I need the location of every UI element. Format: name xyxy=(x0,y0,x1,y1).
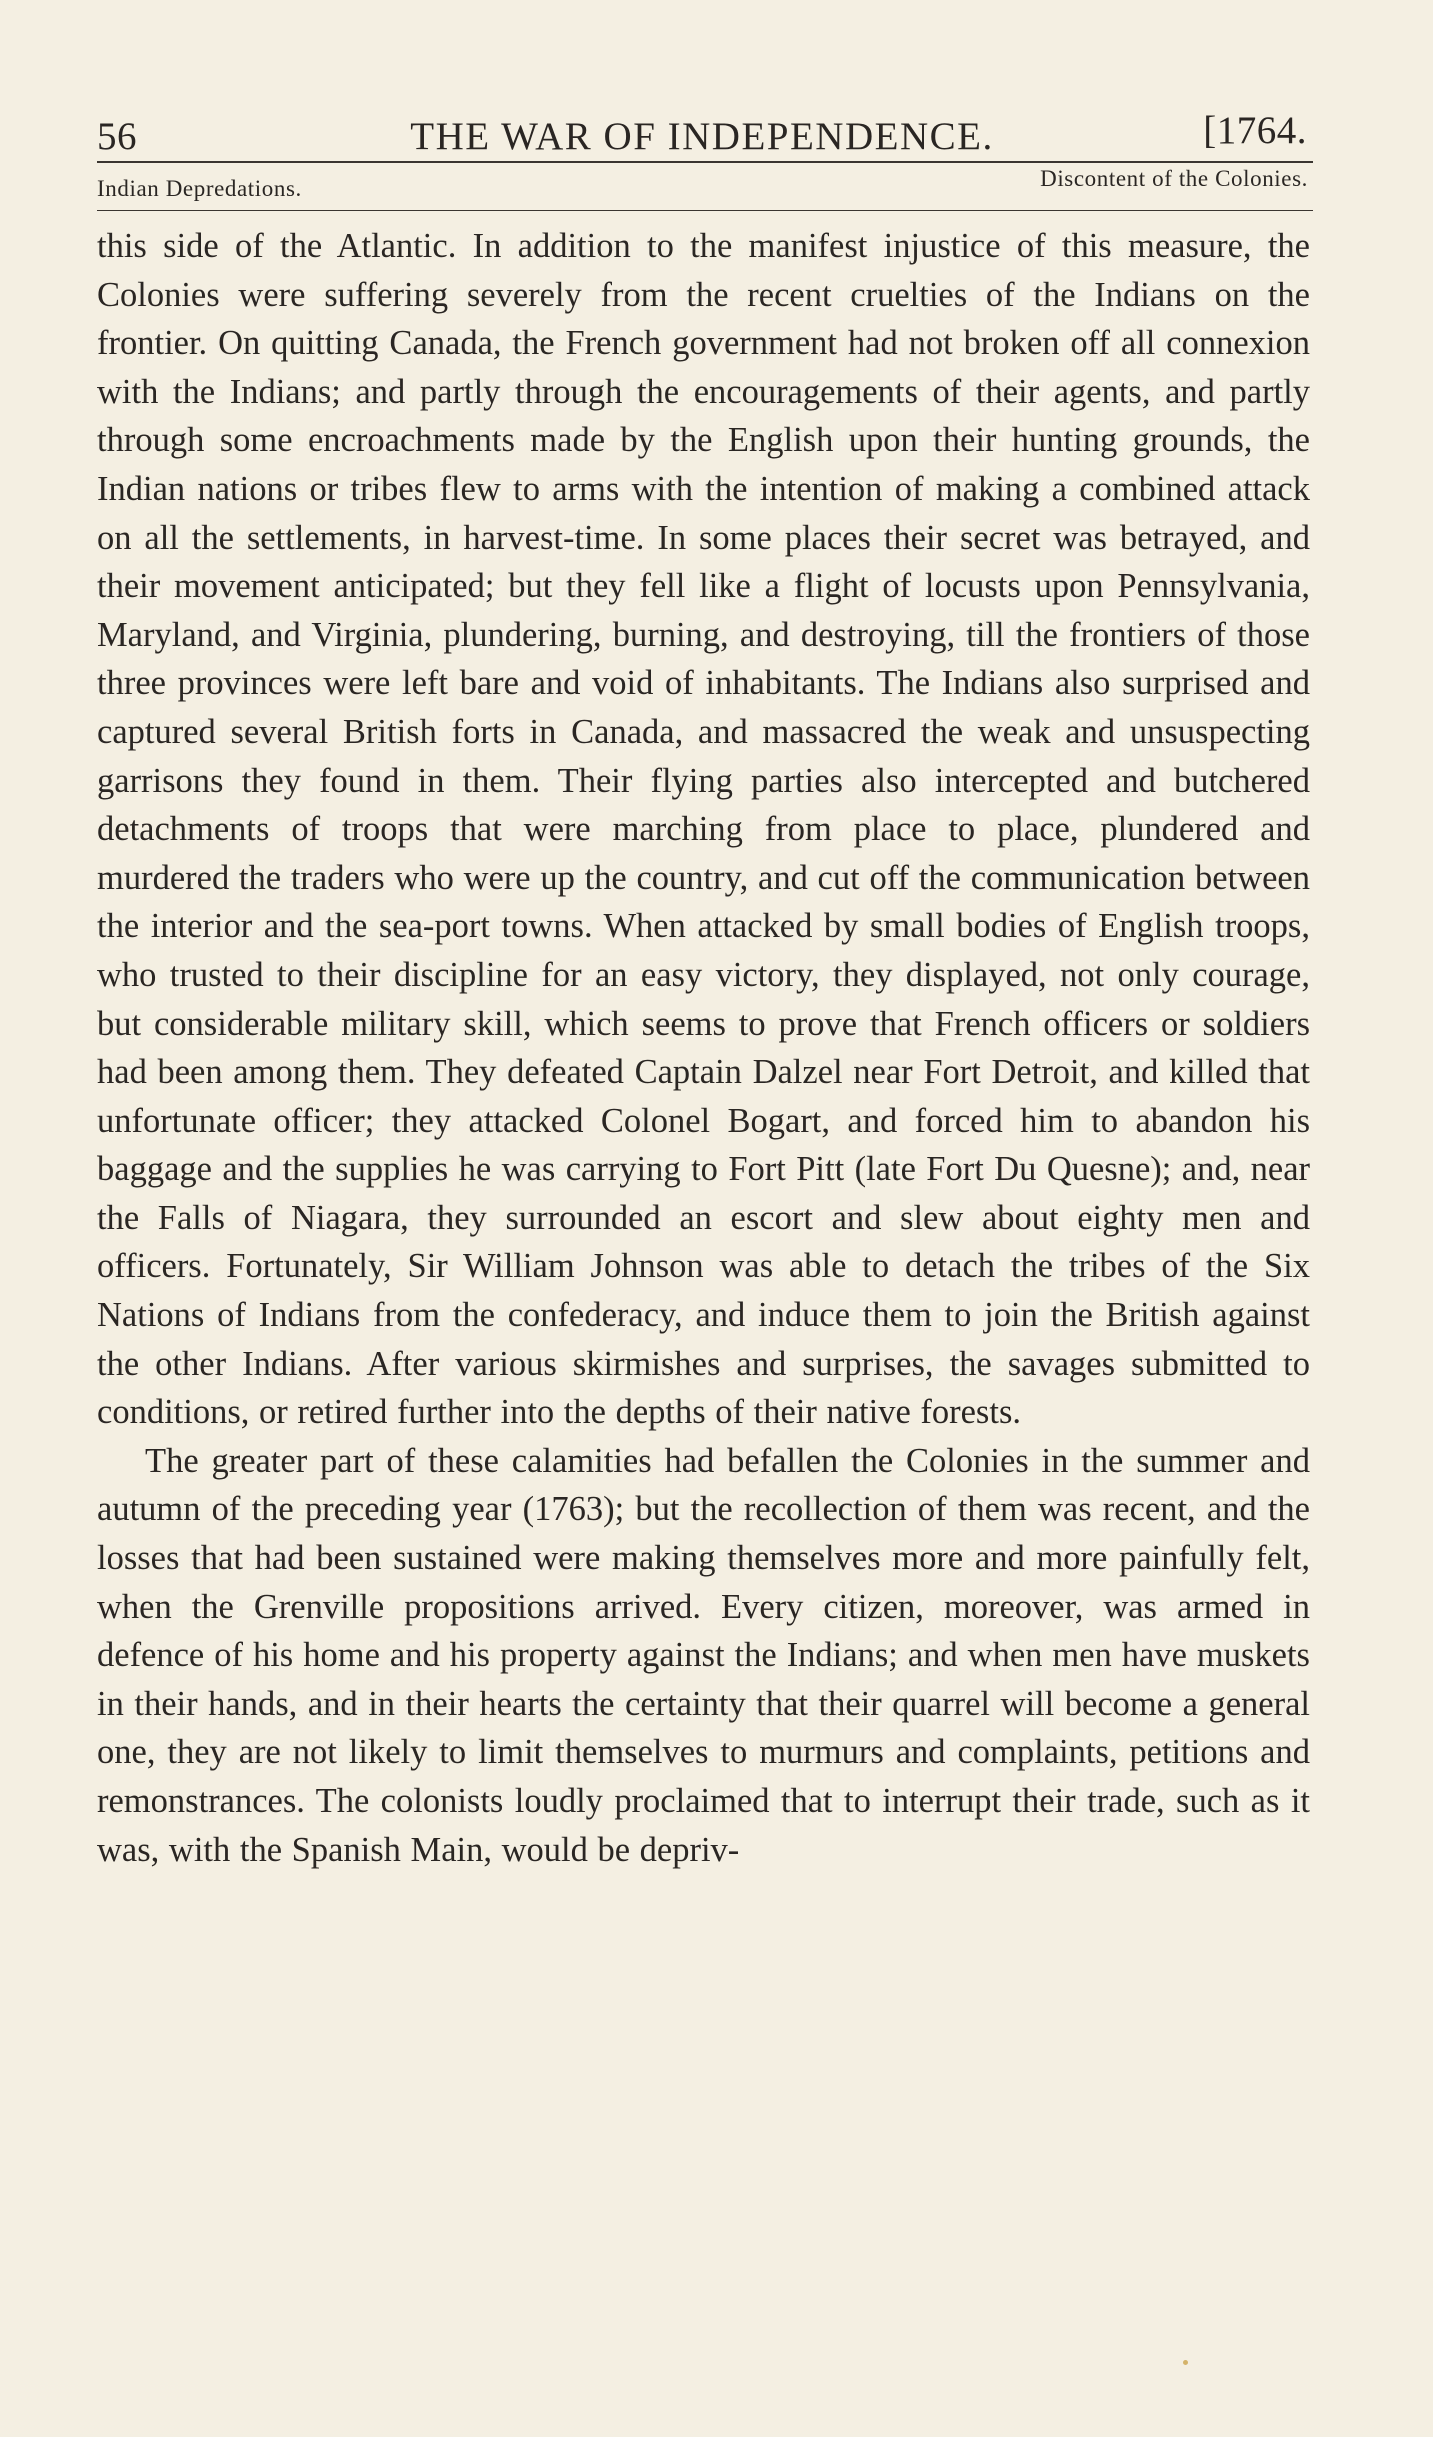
header-rule-top xyxy=(97,161,1313,163)
paper-speck xyxy=(1183,2360,1188,2365)
running-title: THE WAR OF INDEPENDENCE. xyxy=(410,115,994,158)
side-heading-right: Discontent of the Colonies. xyxy=(1040,166,1308,191)
paragraph: The greater part of these calamities had befallen the Colonies in the summer and autumn of the preceding year (1763); but the recollection of them was recent, and the losses that had been sustained were making themselves more and more painfully felt, when the Grenville propositions arrived. Every citizen, moreover, was armed in defence of his home and his property against the Indians; and when men have muskets in their hands, and in their hearts the certainty that their quarrel will become a general one, they are not likely to limit themselves to murmurs and complaints, petitions and remonstrances. The colonists loudly proclaimed that to interrupt their trade, such as it was, with the Spanish Main, would be depriv- xyxy=(97,1441,1310,1869)
body-text xyxy=(97,222,1310,1874)
header-rule-bottom xyxy=(97,210,1313,211)
page-number: 56 xyxy=(97,115,137,158)
paragraph: this side of the Atlantic. In addition to the manifest injustice of this measure, the Colonies were suffering severely from the recent cruelties of the Indians on the frontier. On quitting Canada, the French government had not broken off all connexion with the Indians; and partly through the encouragements of their agents, and partly through some encroachments made by the English upon their hunting grounds, the Indian nations or tribes flew to arms with the intention of making a combined attack on all the settlements, in harvest-time. In some places their secret was betrayed, and their movement anticipated; but they fell like a flight of locusts upon Pennsylvania, Maryland, and Virginia, plundering, burning, and destroying, till the frontiers of those three provinces were left bare and void of inhabitants. The Indians also surprised and captured several British forts in Canada, and massacred the weak and unsuspecting garrisons they found in them. Their flying parties also intercepted and butchered detachments of troops that were marching from place to place, plundered and murdered the traders who were up the country, and cut off the communication between the interior and the sea-port towns. When attacked by small bodies of English troops, who trusted to their discipline for an easy victory, they displayed, not only courage, but considerable military skill, which seems to prove that French officers or soldiers had been among them. They defeated Captain Dalzel near Fort Detroit, and killed that unfortunate officer; they attacked Colonel Bogart, and forced him to abandon his baggage and the supplies he was carrying to Fort Pitt (late Fort Du Quesne); and, near the Falls of Niagara, they surrounded an escort and slew about eighty men and officers. Fortunately, Sir William Johnson was able to detach the tribes of the Six Nations of Indians from the confederacy, and induce them to join the British against the other Indians. After various skirmishes and surprises, the savages submitted to conditions, or retired further into the depths of their native forests. xyxy=(97,227,1310,1432)
side-heading-left: Indian Depredations. xyxy=(97,176,302,201)
running-head xyxy=(97,108,1307,158)
running-year: [1764. xyxy=(1203,109,1307,152)
